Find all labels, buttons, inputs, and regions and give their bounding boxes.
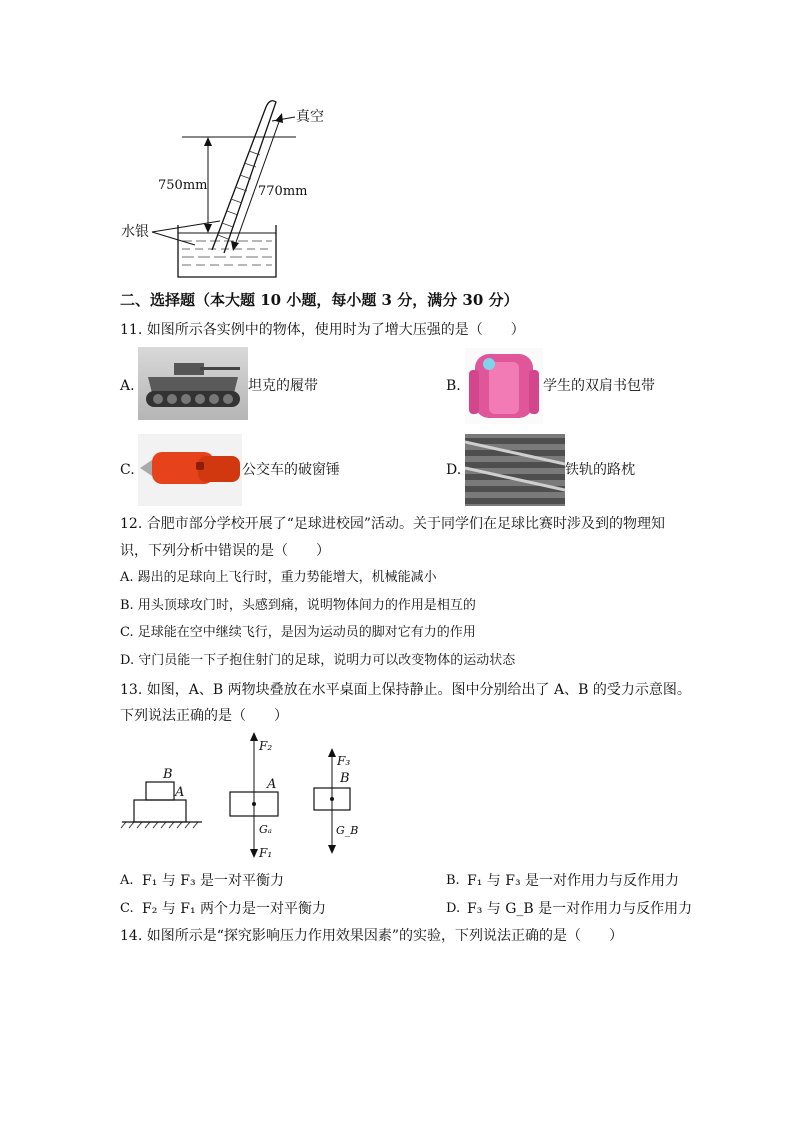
q12-stem-line1: 12. 合肥市部分学校开展了“足球进校园”活动。关于同学们在足球比赛时涉及到的物理知 — [120, 516, 666, 532]
section-title: 二、选择题（本大题 10 小题，每小题 3 分，满分 30 分） — [120, 291, 519, 309]
backpack-icon — [465, 348, 543, 424]
q13-option-a-text: F₁ 与 F₃ 是一对平衡力 — [142, 873, 285, 889]
q12-option-b: B. 用头顶球攻门时，头感到痛，说明物体间力的作用是相互的 — [120, 598, 476, 613]
label-b: B — [163, 767, 173, 782]
q11-option-d-text: 铁轨的路枕 — [565, 462, 635, 478]
q13-option-c-text: F₂ 与 F₁ 两个力是一对平衡力 — [142, 901, 327, 917]
force-gb: G_B — [336, 824, 359, 837]
backpack-image — [465, 348, 543, 424]
q11-stem: 11. 如图所示各实例中的物体，使用时为了增大压强的是（ ） — [120, 322, 525, 338]
q12-option-d: D. 守门员能一下子抱住射门的足球，说明力可以改变物体的运动状态 — [120, 653, 516, 668]
q13-option-c-letter: C. — [120, 901, 134, 916]
q13-option-b-text: F₁ 与 F₃ 是一对作用力与反作用力 — [467, 873, 680, 889]
q13-option-d-letter: D. — [446, 901, 461, 916]
block-a — [134, 800, 186, 822]
vacuum-label: 真空 — [296, 109, 324, 125]
length-label: 770mm — [258, 184, 308, 199]
tank-icon — [138, 347, 248, 420]
height-label: 750mm — [158, 178, 208, 193]
force-f2: F₂ — [259, 739, 273, 753]
hammer-image — [138, 434, 242, 506]
force-f3: F₃ — [337, 754, 351, 768]
q11-option-b-text: 学生的双肩书包带 — [543, 378, 655, 394]
q11-option-c-letter: C. — [120, 462, 135, 478]
q11-option-c-text: 公交车的破窗锤 — [242, 462, 340, 478]
railway-icon — [465, 434, 565, 506]
tank-image — [138, 347, 248, 420]
q13-option-a-letter: A. — [120, 873, 134, 888]
q13-option-d-text: F₃ 与 G_B 是一对作用力与反作用力 — [467, 901, 693, 917]
q11-option-d-letter: D. — [446, 462, 462, 478]
railway-image — [465, 434, 565, 506]
label-a: A — [175, 785, 185, 800]
q12-stem-line2: 识，下列分析中错误的是（ ） — [120, 543, 330, 559]
label-b-body: B — [340, 771, 350, 786]
q12-option-a: A. 踢出的足球向上飞行时，重力势能增大，机械能减小 — [120, 570, 437, 585]
force-ga: Gₐ — [259, 823, 272, 836]
force-diagram — [118, 732, 368, 862]
force-f1: F₁ — [259, 846, 273, 860]
q12-option-c: C. 足球能在空中继续飞行，是因为运动员的脚对它有力的作用 — [120, 625, 476, 640]
q11-option-b-letter: B. — [446, 378, 461, 394]
q13-stem-line2: 下列说法正确的是（ ） — [120, 708, 288, 724]
q14-stem: 14. 如图所示是“探究影响压力作用效果因素”的实验，下列说法正确的是（ ） — [120, 928, 624, 944]
q13-option-b-letter: B. — [446, 873, 460, 888]
hammer-icon — [138, 434, 242, 506]
q11-option-a-text: 坦克的履带 — [248, 378, 318, 394]
q13-stem-line1: 13. 如图，A、B 两物块叠放在水平桌面上保持静止。图中分别给出了 A、B 的受力示意图。 — [120, 682, 691, 698]
q11-option-a-letter: A. — [120, 378, 135, 394]
label-a-body: A — [267, 777, 277, 792]
mercury-label: 水银 — [121, 224, 149, 240]
